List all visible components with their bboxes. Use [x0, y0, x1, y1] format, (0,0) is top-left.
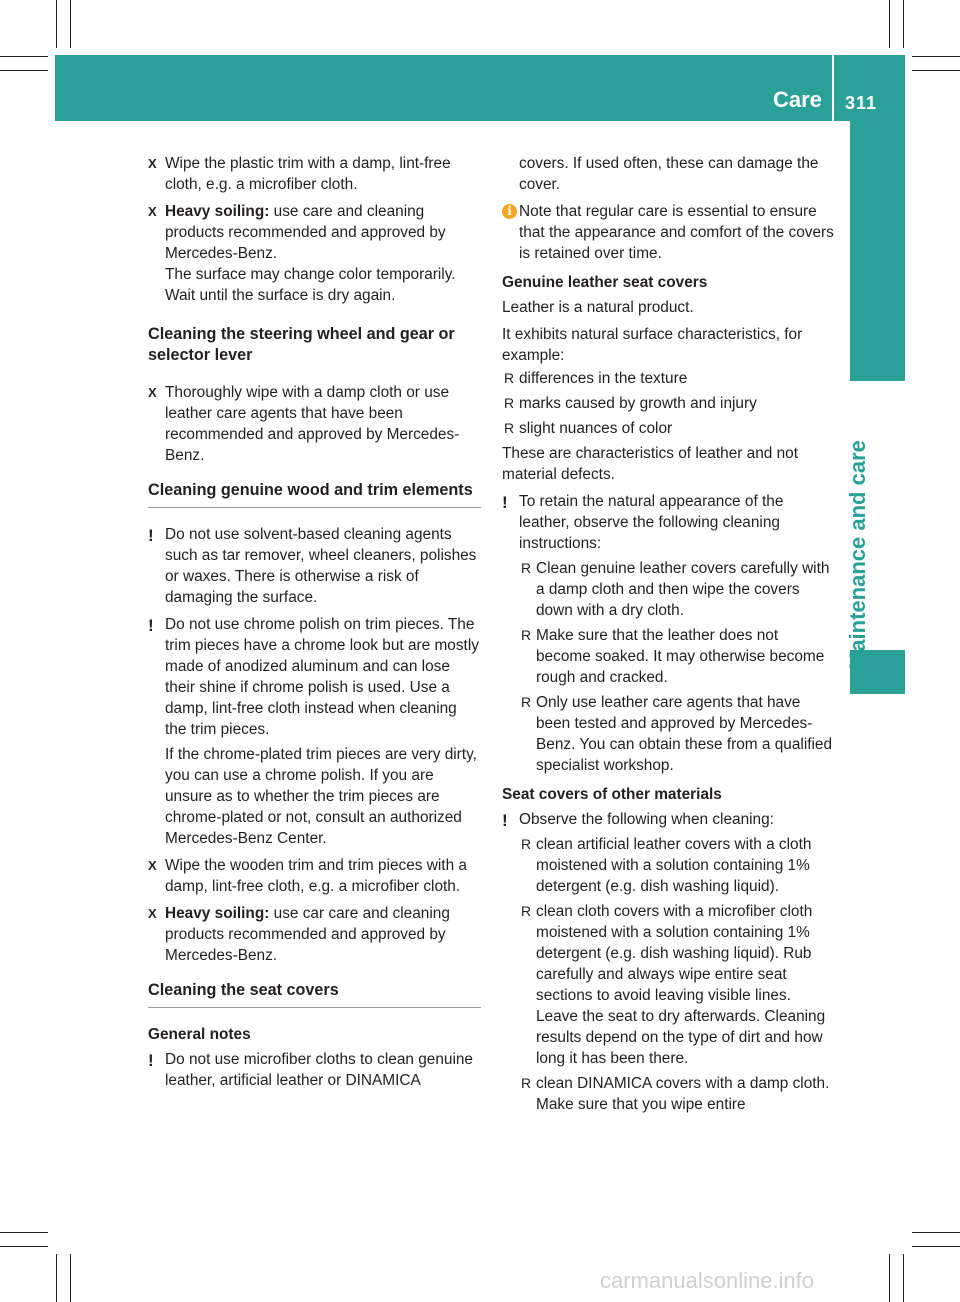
watermark-text: carmanualsonline.info [600, 1268, 815, 1293]
list-item [519, 1073, 835, 1115]
paragraph: It exhibits natural surface characteristics, for example: [502, 326, 803, 364]
list-item-text: marks caused by growth and injury [519, 395, 757, 412]
step-note: The surface may change color temporarily. Wait until the surface is dry again. [165, 266, 456, 304]
list-item-text: clean artificial leather covers with a cloth moistened with a solution containing 1% detergent (e.g. dish washing liquid). [536, 836, 812, 895]
subheading-general-notes: General notes [148, 1026, 251, 1043]
crop-mark [889, 1254, 890, 1302]
warning-note [148, 614, 481, 849]
step-bold-label: Heavy soiling: [165, 905, 270, 922]
warning-text: Do not use solvent-based cleaning agents such as tar remover, wheel cleaners, polishes or waxes. There is otherwise a risk of damaging the surface. [165, 526, 477, 606]
crop-mark [912, 70, 960, 71]
step-text: use car care and cleaning products recommended and approved by Mercedes-Benz. [165, 905, 450, 964]
warning-note [148, 524, 481, 608]
left-column [148, 153, 481, 1097]
list-item [502, 368, 835, 389]
warning-note [148, 1049, 481, 1091]
step-bold-label: Heavy soiling: [165, 203, 270, 220]
r-bullet-icon: R [504, 420, 515, 436]
crop-mark [0, 1232, 48, 1233]
info-circle-icon: i [502, 204, 517, 219]
action-step [148, 382, 481, 466]
triangle-arrow-icon: X [148, 156, 157, 171]
exclamation-warning-icon: ! [148, 1051, 154, 1070]
heading-seat-covers: Cleaning the seat covers [148, 980, 481, 1008]
list-item-text: differences in the texture [519, 370, 688, 387]
exclamation-warning-icon: ! [502, 811, 508, 830]
step-text: use care and cleaning products recommended and approved by Mercedes-Benz. [165, 203, 446, 262]
list-item-text: Clean genuine leather covers carefully with a damp cloth and then wipe the covers down with a dry cloth. [536, 560, 830, 619]
r-bullet-icon: R [504, 370, 515, 386]
crop-mark [912, 56, 960, 57]
r-bullet-icon: R [521, 627, 532, 643]
warning-note [502, 809, 835, 1115]
page-number: 311 [845, 93, 878, 113]
crop-mark [56, 1254, 57, 1302]
triangle-arrow-icon: X [148, 204, 157, 219]
list-item-text: clean DINAMICA covers with a damp cloth. Make sure that you wipe entire [536, 1075, 830, 1113]
step-text: Thoroughly wipe with a damp cloth or use leather care agents that have been recommended and approved by Mercedes-Benz. [165, 384, 460, 464]
crop-mark [912, 1232, 960, 1233]
crop-mark [903, 1254, 904, 1302]
warning-text: Observe the following when cleaning: [519, 811, 774, 828]
list-item [519, 901, 835, 1069]
list-item-text: Only use leather care agents that have been tested and approved by Mercedes-Benz. You can obtain these from a qualified specialist workshop. [536, 694, 833, 774]
crop-mark [0, 70, 48, 71]
paragraph: Leather is a natural product. [502, 299, 694, 316]
triangle-arrow-icon: X [148, 858, 157, 873]
list-item [519, 625, 835, 688]
header-divider [832, 55, 834, 121]
step-text: Wipe the wooden trim and trim pieces with a damp, lint-free cloth, e.g. a microfiber cloth. [165, 857, 467, 895]
side-tab-label: Maintenance and care [845, 440, 870, 670]
list-item [519, 558, 835, 621]
subheading-leather: Genuine leather seat covers [502, 274, 708, 291]
action-step [148, 153, 481, 195]
list-item [519, 834, 835, 897]
warning-text: Do not use chrome polish on trim pieces. The trim pieces have a chrome look but are mostly made of anodized aluminum and can lose their shine if chrome polish is used. Use a damp, lint-free cloth instead when cleaning the trim pieces. [165, 616, 479, 738]
list-item-text: Make sure that the leather does not become soaked. It may otherwise become rough and cracked. [536, 627, 825, 686]
exclamation-warning-icon: ! [502, 493, 508, 512]
crop-mark [903, 0, 904, 48]
r-bullet-icon: R [521, 903, 532, 919]
exclamation-warning-icon: ! [148, 526, 154, 545]
step-text: Wipe the plastic trim with a damp, lint-free cloth, e.g. a microfiber cloth. [165, 155, 451, 193]
warning-text: Do not use microfiber cloths to clean genuine leather, artificial leather or DINAMICA [165, 1051, 473, 1089]
action-step [148, 903, 481, 966]
action-step [148, 855, 481, 897]
paragraph: These are characteristics of leather and not material defects. [502, 445, 798, 483]
crop-mark [912, 1246, 960, 1247]
warning-extra-text: If the chrome-plated trim pieces are very dirty, you can use a chrome polish. If you are unsure as to whether the trim pieces are chrome-plated or not, consult an authorized Mercedes-Benz Center. [165, 746, 477, 847]
heading-wood: Cleaning genuine wood and trim elements [148, 480, 481, 508]
list-item-text: clean cloth covers with a microfiber cloth moistened with a solution containing 1% detergent (e.g. dish washing liquid). Rub carefully and always wipe entire seat sections to avoid leaving visible lines. Leave the seat to dry afterwards. Cleaning results depend on the type of dirt and how long it has been there. [536, 903, 826, 1067]
crop-mark [56, 0, 57, 48]
right-column [502, 153, 835, 1121]
crop-mark [0, 56, 48, 57]
triangle-arrow-icon: X [148, 906, 157, 921]
warning-text: To retain the natural appearance of the leather, observe the following cleaning instructions: [519, 493, 784, 552]
crop-mark [889, 0, 890, 48]
warning-continued-text: covers. If used often, these can damage the cover. [519, 155, 819, 193]
r-bullet-icon: R [521, 1075, 532, 1091]
r-bullet-icon: R [521, 694, 532, 710]
warning-note [502, 491, 835, 776]
heading-steering: Cleaning the steering wheel and gear or selector lever [148, 325, 455, 364]
list-item [519, 692, 835, 776]
info-note [502, 201, 835, 264]
section-title: Care [773, 87, 822, 112]
side-tab-upper [850, 121, 905, 381]
triangle-arrow-icon: X [148, 385, 157, 400]
info-text: Note that regular care is essential to ensure that the appearance and comfort of the covers is retained over time. [519, 203, 834, 262]
r-bullet-icon: R [504, 395, 515, 411]
list-item [502, 393, 835, 414]
r-bullet-icon: R [521, 560, 532, 576]
list-item-text: slight nuances of color [519, 420, 673, 437]
crop-mark [70, 0, 71, 48]
exclamation-warning-icon: ! [148, 616, 154, 635]
list-item [502, 418, 835, 439]
r-bullet-icon: R [521, 836, 532, 852]
subheading-other-materials: Seat covers of other materials [502, 786, 722, 803]
action-step [148, 201, 481, 306]
crop-mark [0, 1246, 48, 1247]
crop-mark [70, 1254, 71, 1302]
